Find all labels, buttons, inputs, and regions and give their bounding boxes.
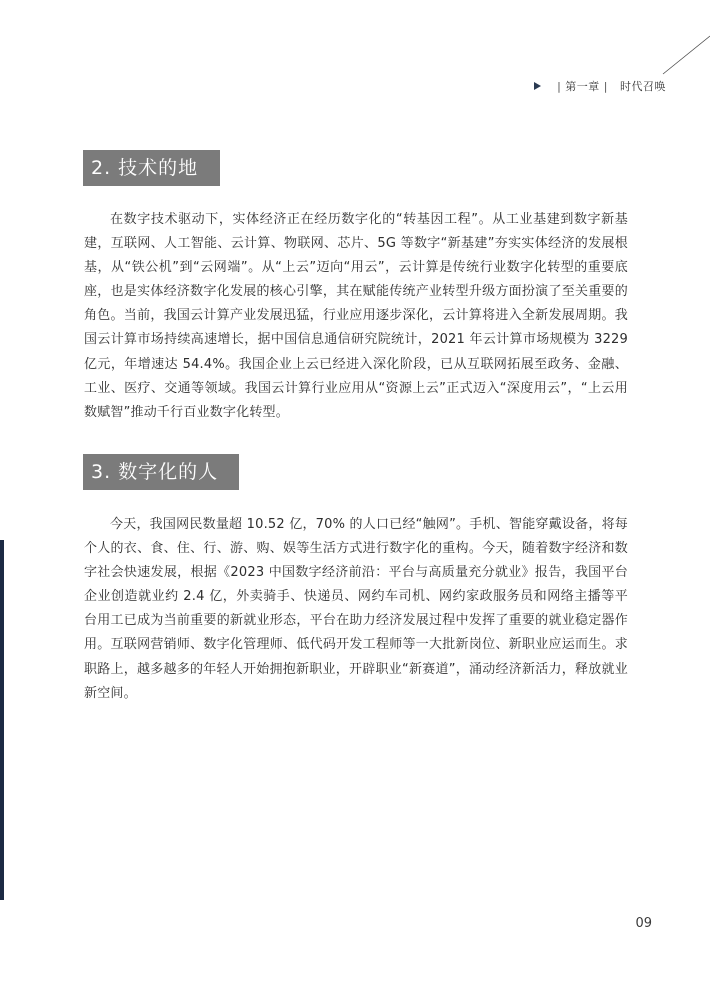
section-paragraph-people: 今天，我国网民数量超 10.52 亿，70% 的人口已经“触网”。手机、智能穿戴设备，将每个人的衣、食、住、行、游、购、娱等生活方式进行数字化的重构。今天，随着数字经济和数字社会快速发展，根据《2023 中国数字经济前沿：平台与高质量充分就业》报告，我国平台企业创造就业约 2.4 亿，外卖骑手、快递员、网约车司机、网约家政服务员和网络主播等平台用工已成为当前重要的新就业形态，平台在助力经济发展过程中发挥了重要的就业稳定器作用。互联网营销师、数字化管理师、低代码开发工程师等一大批新岗位、新职业应运而生。求职路上，越多越多的年轻人开始拥抱新职业，开辟职业“新赛道”，涌动经济新活力，释放就业新空间。 xyxy=(84,517,628,701)
section-heading-people: 3. 数字化的人和 xyxy=(83,454,239,490)
page-number: 09 xyxy=(635,916,652,931)
chapter-title: 时代召唤 xyxy=(620,80,666,93)
play-triangle-icon xyxy=(534,82,541,90)
left-edge-accent-bar xyxy=(0,540,4,900)
section-paragraph-technology: 在数字技术驱动下，实体经济正在经历数字化的“转基因工程”。从工业基建到数字新基建，互联网、人工智能、云计算、物联网、芯片、5G 等数字“新基建”夯实实体经济的发展根基，从“铁公机”到“云网端”。从“上云”迈向“用云”，云计算是传统行业数字化转型的重要底座，也是实体经济数字化发展的核心引擎，其在赋能传统产业转型升级方面扮演了至关重要的角色。当前，我国云计算产业发展迅猛，行业应用逐步深化，云计算将进入全新发展周期。我国云计算市场持续高速增长，据中国信息通信研究院统计，2021 年云计算市场规模为 3229 亿元，年增速达 54.4%。我国企业上云已经进入深化阶段，已从互联网拓展至政务、金融、工业、医疗、交通等领域。我国云计算行业应用从“资源上云”正式迈入“深度用云”，“上云用数赋智”推动千行百业数字化转型。 xyxy=(84,212,628,420)
running-header xyxy=(534,78,666,94)
chapter-label: 第一章 xyxy=(565,80,600,93)
header-separator-right: | xyxy=(603,79,608,93)
section-heading-technology: 2. 技术的地利 xyxy=(83,150,220,186)
header-separator-left: | xyxy=(557,79,562,93)
